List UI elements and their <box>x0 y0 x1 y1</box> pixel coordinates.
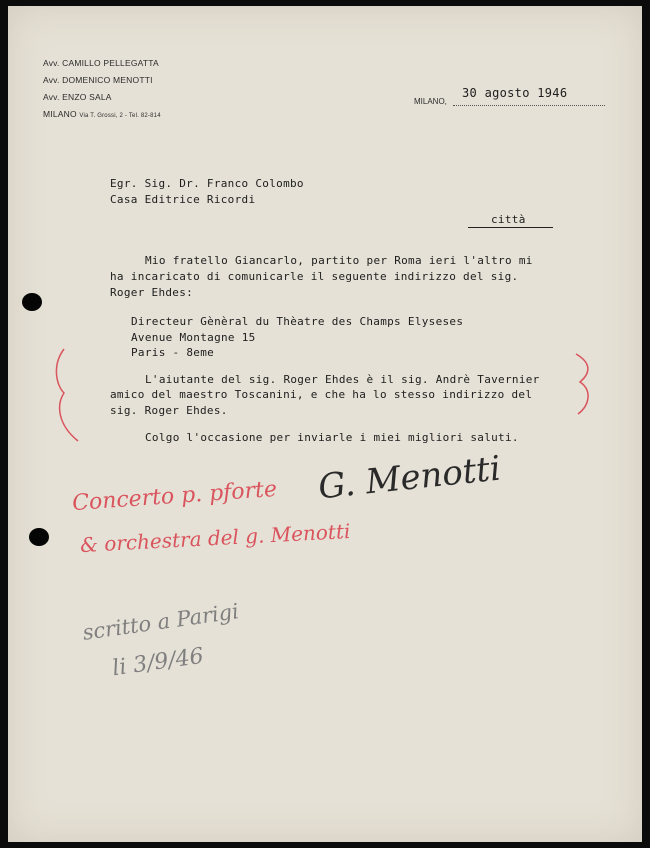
letterhead-address: Via T. Grossi, 2 - Tel. 82-814 <box>79 113 161 119</box>
pencil-annotation: li 3/9/46 <box>110 643 206 682</box>
body-line: L'aiutante del sig. Roger Ehdes è il sig. Andrè Tavernier <box>145 373 540 386</box>
red-annotation: & orchestra del g. Menotti <box>79 518 351 558</box>
letter-page <box>8 6 642 842</box>
recipient-company: Casa Editrice Ricordi <box>110 193 256 206</box>
letterhead-city: MILANO <box>43 109 77 119</box>
body-line: sig. Roger Ehdes. <box>110 404 228 417</box>
letterhead-line: Avv. DOMENICO MENOTTI <box>43 75 153 85</box>
punch-hole <box>22 293 42 311</box>
punch-hole <box>29 528 49 546</box>
body-line: amico del maestro Toscanini, e che ha lo stesso indirizzo del <box>110 388 533 401</box>
pencil-annotation: scritto a Parigi <box>81 599 241 645</box>
address-line: Avenue Montagne 15 <box>131 331 256 344</box>
place-label: MILANO, <box>414 97 447 106</box>
city-underline <box>468 227 553 228</box>
body-line: ha incaricato di comunicarle il seguente indirizzo del sig. <box>110 270 519 283</box>
red-annotation: Concerto p. pforte <box>71 476 278 517</box>
closing-line: Colgo l'occasione per inviarle i miei migliori saluti. <box>145 431 519 444</box>
red-bracket-right-icon <box>570 350 600 420</box>
address-line: Directeur Gènèral du Thèatre des Champs Elyseses <box>131 315 464 328</box>
red-bracket-left-icon <box>50 345 90 445</box>
address-line: Paris - 8eme <box>131 346 215 359</box>
letter-date: 30 agosto 1946 <box>462 86 568 100</box>
date-dotted-line <box>453 105 605 106</box>
letterhead-line: Avv. CAMILLO PELLEGATTA <box>43 58 159 68</box>
recipient-name: Egr. Sig. Dr. Franco Colombo <box>110 177 304 190</box>
letterhead-line: Avv. ENZO SALA <box>43 92 112 102</box>
signature: G. Menotti <box>316 448 503 508</box>
body-line: Roger Ehdes: <box>110 286 194 299</box>
city-line: città <box>491 213 526 226</box>
letterhead <box>43 55 161 125</box>
body-line: Mio fratello Giancarlo, partito per Roma ieri l'altro mi <box>145 254 533 267</box>
